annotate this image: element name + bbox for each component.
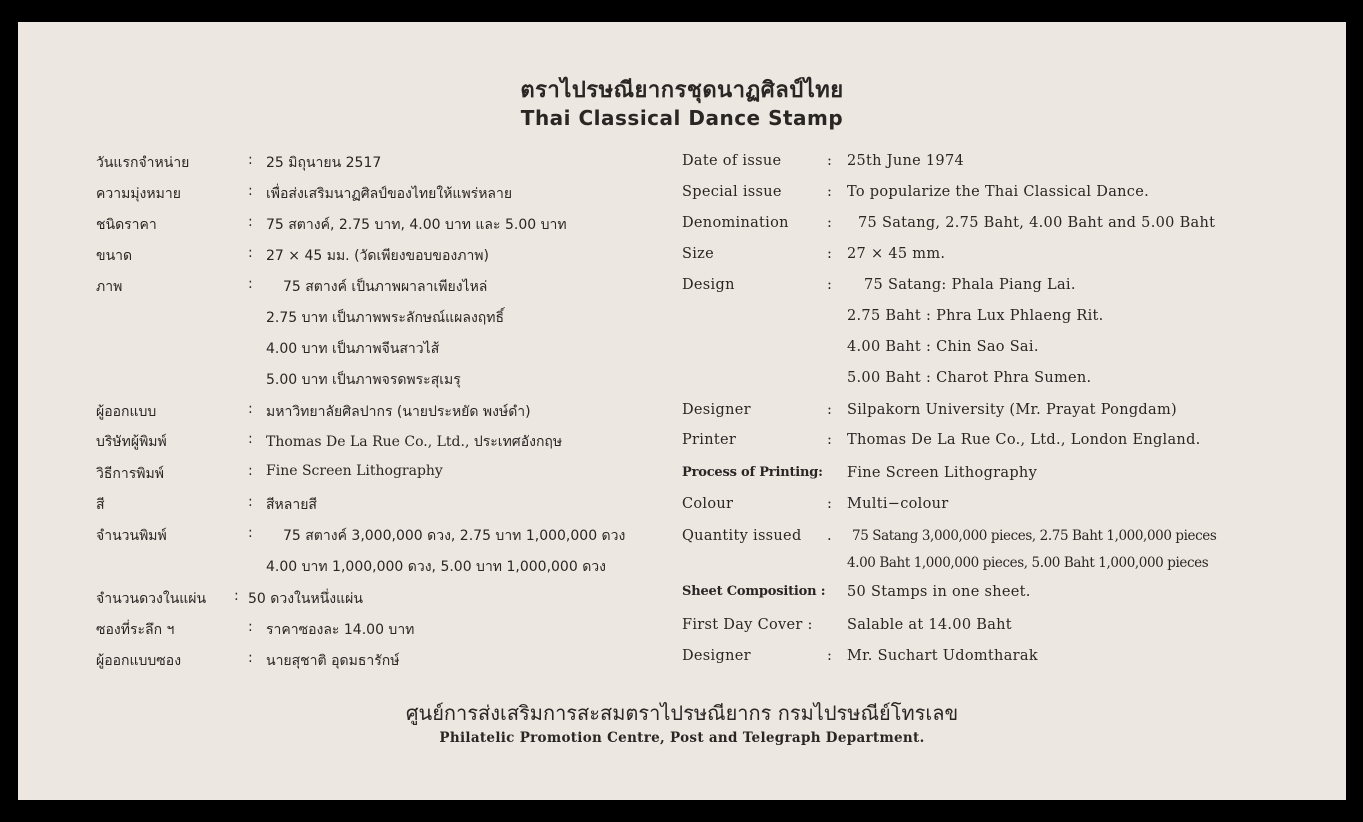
thai-label: จำนวนดวงในแผ่น (96, 591, 207, 607)
thai-colon: : (248, 214, 253, 230)
en-colon: : (827, 153, 833, 169)
en-colon: : (827, 215, 833, 231)
thai-value: 50 ดวงในหนึ่งแผ่น (248, 591, 363, 607)
en-value: 50 Stamps in one sheet. (847, 584, 1031, 600)
thai-value: เพื่อส่งเสริมนาฏศิลป์ของไทยให้แพร่หลาย (266, 186, 513, 202)
thai-value: 27 × 45 มม. (วัดเพียงขอบของภาพ) (266, 248, 489, 264)
thai-colon: : (248, 431, 253, 447)
en-value: Mr. Suchart Udomtharak (847, 648, 1038, 664)
thai-value: นายสุชาติ อุดมธารักษ์ (266, 653, 400, 669)
en-value: 75 Satang: Phala Piang Lai. (864, 277, 1076, 293)
thai-value: 2.75 บาท เป็นภาพพระลักษณ์แผลงฤทธิ์ (266, 310, 505, 326)
en-colon: : (827, 402, 833, 418)
thai-value: Thomas De La Rue Co., Ltd., ประเทศอังกฤษ (266, 434, 563, 450)
en-label: Design (682, 277, 735, 293)
thai-label: ชนิดราคา (96, 217, 157, 233)
thai-colon: : (234, 588, 239, 604)
en-colon: : (827, 184, 833, 200)
thai-colon: : (248, 276, 253, 292)
en-value: Multi−colour (847, 496, 949, 512)
en-label: Size (682, 246, 714, 262)
thai-value: 75 สตางค์ 3,000,000 ดวง, 2.75 บาท 1,000,000 ดวง (283, 528, 626, 544)
thai-value: 5.00 บาท เป็นภาพจรดพระสุเมรุ (266, 372, 461, 388)
en-label: Colour (682, 496, 734, 512)
en-value: 27 × 45 mm. (847, 246, 946, 262)
footer-org-thai: ศูนย์การส่งเสริมการสะสมตราไปรษณียากร กรมไปรษณีย์โทรเลข (405, 701, 959, 725)
en-label: Printer (682, 432, 737, 448)
en-value: 4.00 Baht : Chin Sao Sai. (847, 339, 1039, 355)
en-label: Designer (682, 402, 751, 418)
thai-value: Fine Screen Lithography (266, 463, 443, 479)
thai-value: มหาวิทยาลัยศิลปากร (นายประหยัด พงษ์ดำ) (266, 404, 531, 420)
en-value: 25th June 1974 (847, 153, 965, 169)
thai-value: 4.00 บาท 1,000,000 ดวง, 5.00 บาท 1,000,000 ดวง (266, 559, 606, 575)
en-label: Quantity issued (682, 528, 802, 544)
thai-label: บริษัทผู้พิมพ์ (96, 434, 167, 450)
en-label: Special issue (682, 184, 782, 200)
thai-value: 75 สตางค์ เป็นภาพผาลาเพียงไหล่ (283, 279, 488, 295)
thai-value: 25 มิถุนายน 2517 (266, 155, 382, 171)
en-value: 5.00 Baht : Charot Phra Sumen. (847, 370, 1092, 386)
thai-value: 75 สตางค์, 2.75 บาท, 4.00 บาท และ 5.00 บาท (266, 217, 567, 233)
en-colon: : (827, 648, 833, 664)
en-label: Sheet Composition : (682, 584, 826, 599)
thai-label: สี (96, 497, 105, 513)
title-english: Thai Classical Dance Stamp (520, 106, 844, 130)
thai-label: ผู้ออกแบบ (96, 404, 157, 420)
thai-colon: : (248, 401, 253, 417)
thai-label: วันแรกจำหน่าย (96, 155, 190, 171)
thai-colon: : (248, 463, 253, 479)
en-value: To popularize the Thai Classical Dance. (847, 184, 1149, 200)
en-colon: : (827, 432, 833, 448)
en-value: 75 Satang, 2.75 Baht, 4.00 Baht and 5.00 Baht (858, 215, 1216, 231)
en-colon: : (827, 496, 833, 512)
en-label: Designer (682, 648, 751, 664)
en-value: Salable at 14.00 Baht (847, 617, 1012, 633)
thai-label: ภาพ (96, 279, 123, 295)
thai-label: ขนาด (96, 248, 133, 264)
thai-label: วิธีการพิมพ์ (96, 466, 164, 482)
footer-org-english: Philatelic Promotion Centre, Post and Telegraph Department. (439, 730, 925, 746)
en-colon: . (827, 528, 832, 544)
title-thai: ตราไปรษณียากรชุดนาฏศิลป์ไทย (520, 78, 844, 103)
stamp-info-card (18, 22, 1346, 800)
thai-value: ราคาซองละ 14.00 บาท (266, 622, 415, 638)
thai-colon: : (248, 152, 253, 168)
thai-label: จำนวนพิมพ์ (96, 528, 167, 544)
thai-colon: : (248, 183, 253, 199)
thai-label: ซองที่ระลึก ฯ (96, 622, 175, 638)
thai-label: ความมุ่งหมาย (96, 186, 181, 202)
thai-value: 4.00 บาท เป็นภาพจีนสาวไส้ (266, 341, 440, 357)
en-value: Silpakorn University (Mr. Prayat Pongdam) (847, 402, 1177, 418)
thai-colon: : (248, 525, 253, 541)
thai-colon: : (248, 619, 253, 635)
thai-colon: : (248, 650, 253, 666)
en-value: Fine Screen Lithography (847, 465, 1038, 481)
en-value: 75 Satang 3,000,000 pieces, 2.75 Baht 1,000,000 pieces (852, 528, 1217, 544)
en-value: Thomas De La Rue Co., Ltd., London England. (847, 432, 1201, 448)
thai-colon: : (248, 245, 253, 261)
thai-label: ผู้ออกแบบซอง (96, 653, 182, 669)
thai-colon: : (248, 494, 253, 510)
en-label: Date of issue (682, 153, 782, 169)
thai-value: สีหลายสี (266, 497, 317, 513)
en-value: 2.75 Baht : Phra Lux Phlaeng Rit. (847, 308, 1104, 324)
en-label: Process of Printing: (682, 465, 823, 480)
en-colon: : (827, 246, 833, 262)
en-colon: : (827, 277, 833, 293)
en-value: 4.00 Baht 1,000,000 pieces, 5.00 Baht 1,000,000 pieces (847, 555, 1209, 571)
en-label: Denomination (682, 215, 789, 231)
en-label: First Day Cover : (682, 617, 813, 633)
